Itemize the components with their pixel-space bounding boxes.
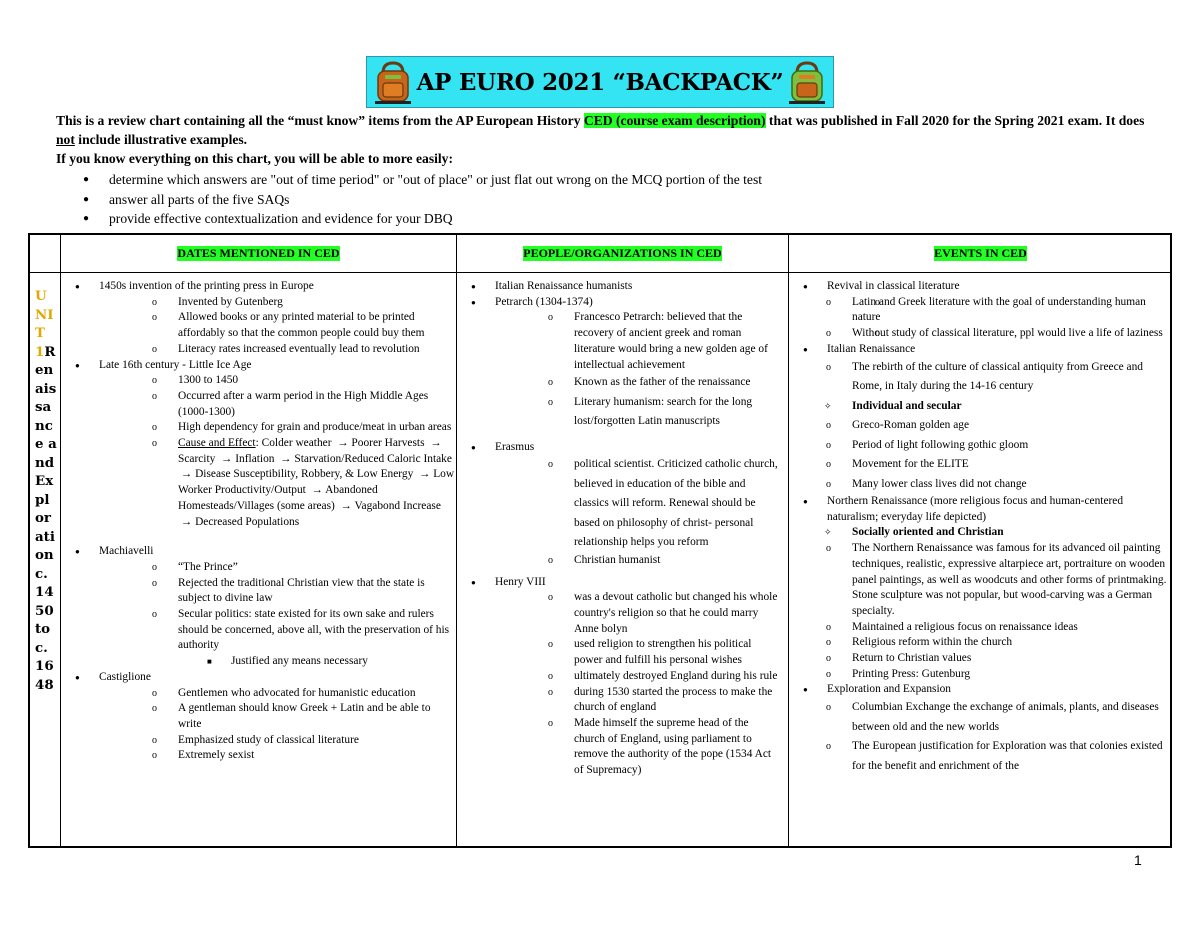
backpack-icon bbox=[785, 59, 829, 105]
list-item bbox=[789, 416, 1169, 436]
bullet-icon: o bbox=[826, 478, 831, 490]
list-item: o Known as the father of the renaissance bbox=[457, 373, 782, 393]
list-item bbox=[789, 525, 1169, 541]
list-item: o “The Prince” bbox=[61, 560, 456, 576]
page-title: AP EURO 2021 “BACKPACK” bbox=[416, 68, 784, 96]
list-item: o Invented by Gutenberg bbox=[61, 295, 456, 311]
list-item: ● Henry VIII bbox=[457, 575, 782, 591]
bullet-icon: o bbox=[826, 653, 831, 665]
cause-effect-label: Cause and Effect bbox=[178, 437, 256, 450]
list-item: ● Exploration and Expansion bbox=[789, 682, 1169, 698]
list-item: o Allowed books or any printed material to be printed affordably so that the common people could buy them bbox=[61, 310, 456, 341]
page-title-banner bbox=[366, 56, 835, 108]
header-label: DATES MENTIONED IN CED bbox=[177, 246, 340, 260]
item-text: Latin and Greek literature with the goal of understanding human nature bbox=[852, 295, 1146, 324]
list-item: o Christian humanist bbox=[457, 553, 782, 569]
ced-highlight: CED (course exam description) bbox=[583, 113, 766, 128]
item-text: Greco-Roman golden age bbox=[852, 419, 970, 432]
list-item: ● Late 16th century - Little Ice Age bbox=[61, 358, 456, 374]
header-people bbox=[457, 235, 788, 272]
bullet-icon: o bbox=[826, 621, 831, 633]
list-item: o ultimately destroyed England during his rule bbox=[457, 669, 782, 685]
list-item: o Secular politics: state existed for its own sake and rulers should be concerned, above all, with the preservation of his authority bbox=[61, 607, 456, 654]
list-item: o Emphasized study of classical literature bbox=[61, 733, 456, 749]
intro-bullet-list bbox=[56, 170, 1146, 229]
item-text: The European justification for Exploration was that colonies existed for the benefit and enrichment of the bbox=[852, 740, 1163, 772]
list-item: ● Petrarch (1304-1374) bbox=[457, 295, 782, 311]
item-text: Maintained a religious focus on renaissance ideas bbox=[852, 620, 1078, 633]
list-item: ● determine which answers are "out of time period" or "out of place" or just flat out wrong on the MCQ portion of the test bbox=[56, 170, 1146, 190]
header-label: EVENTS IN CED bbox=[934, 246, 1027, 260]
list-item: o used religion to strengthen his political power and fulfill his personal wishes bbox=[457, 637, 782, 668]
item-text: The Northern Renaissance was famous for its advanced oil painting techniques, realistic, expressive altarpiece art, portraiture on wooden panel paintings, as well as woodcuts and other forms of printmaking. Stone sculpture was not popular, but wood-carving was a German specialty. bbox=[852, 542, 1167, 617]
list-item bbox=[789, 397, 1169, 417]
list-item: o Extremely sexist bbox=[61, 748, 456, 764]
item-text: Without study of classical literature, ppl would live a life of laziness bbox=[852, 327, 1163, 340]
bullet-icon: o bbox=[826, 741, 831, 753]
list-item bbox=[789, 698, 1169, 737]
list-item: ● Italian Renaissance bbox=[789, 342, 1169, 358]
item-text: Socially oriented and Christian bbox=[852, 526, 1004, 539]
bullet-icon: o bbox=[826, 543, 831, 555]
list-item: ● Machiavelli bbox=[61, 544, 456, 560]
list-item: o Gentlemen who advocated for humanistic education bbox=[61, 686, 456, 702]
item-text: Many lower class lives did not change bbox=[852, 477, 1027, 490]
list-item bbox=[789, 326, 1169, 342]
list-item bbox=[789, 651, 1169, 667]
list-item: o 1300 to 1450 bbox=[61, 373, 456, 389]
list-item: o Rejected the traditional Christian view that the state is subject to divine law bbox=[61, 576, 456, 607]
list-item: o High dependency for grain and produce/meat in urban areas bbox=[61, 420, 456, 436]
intro-text: that was published in Fall 2020 for the Spring 2021 exam. It does bbox=[765, 113, 1145, 128]
intro-text: This is a review chart containing all the “must know” items from the AP European History bbox=[56, 113, 584, 128]
spacer bbox=[61, 530, 456, 544]
list-item: o Made himself the supreme head of the church of England, using parliament to remove the authority of the pope (1534 Act of Supremacy) bbox=[457, 716, 782, 779]
list-item: o A gentleman should know Greek + Latin and be able to write bbox=[61, 701, 456, 732]
events-column bbox=[789, 279, 1169, 776]
intro-paragraph bbox=[56, 111, 1146, 149]
list-item: ● Revival in classical literature bbox=[789, 279, 1169, 295]
list-item: ■ Justified any means necessary bbox=[61, 654, 456, 670]
bullet-icon: o o bbox=[826, 328, 831, 340]
list-item: o Literary humanism: search for the long lost/forgotten Latin manuscripts bbox=[457, 393, 782, 432]
list-item: ● answer all parts of the five SAQs bbox=[56, 190, 1146, 210]
list-item bbox=[789, 475, 1169, 495]
cause-effect-text: : Colder weather → Poorer Harvests → Scarcity → Inflation → Starvation/Reduced Caloric Intake → Disease Susceptibility, Robbery, & Low Energy → Low Worker Productivity/Output → Abandoned Homesteads/Villages (some areas) → Vagabond Increase → Decreased Populations bbox=[178, 437, 455, 528]
list-item: ● provide effective contextualization and evidence for your DBQ bbox=[56, 209, 1146, 229]
backpack-icon bbox=[371, 59, 415, 105]
item-text: Return to Christian values bbox=[852, 652, 972, 665]
item-text: Individual and secular bbox=[852, 399, 962, 412]
bullet-icon: o o bbox=[826, 296, 831, 308]
people-column bbox=[457, 279, 782, 779]
item-text: Movement for the ELITE bbox=[852, 458, 969, 471]
bullet-icon: o bbox=[826, 439, 831, 451]
item-text: Period of light following gothic gloom bbox=[852, 438, 1029, 451]
spacer bbox=[457, 432, 782, 440]
list-item bbox=[789, 620, 1169, 636]
unit-label bbox=[35, 287, 57, 694]
list-item: ● Italian Renaissance humanists bbox=[457, 279, 782, 295]
list-item: o Literacy rates increased eventually lead to revolution bbox=[61, 342, 456, 358]
list-item: ● Northern Renaissance (more religious focus and human-centered naturalism; everyday life depicted) bbox=[789, 494, 1169, 525]
bullet-icon: ✧ bbox=[824, 400, 832, 411]
list-item: ● Erasmus bbox=[457, 440, 782, 456]
header-events bbox=[789, 235, 1172, 272]
bullet-icon: o bbox=[826, 459, 831, 471]
list-item bbox=[789, 358, 1169, 397]
title-row bbox=[0, 56, 1200, 110]
bullet-icon: ✧ bbox=[824, 527, 832, 538]
bullet-icon: o bbox=[826, 668, 831, 680]
list-item: ● 1450s invention of the printing press in Europe bbox=[61, 279, 456, 295]
bullet-icon: o bbox=[826, 420, 831, 432]
item-text: Religious reform within the church bbox=[852, 636, 1013, 649]
bullet-icon: o bbox=[826, 702, 831, 714]
list-item: o Francesco Petrarch: believed that the recovery of ancient greek and roman literature would bring a new golden age of intellectual achievement bbox=[457, 310, 782, 373]
unit-number: UNIT 1 bbox=[35, 288, 54, 360]
header-label: PEOPLE/ORGANIZATIONS IN CED bbox=[523, 246, 722, 260]
header-dates bbox=[61, 235, 456, 272]
list-item: ● Castiglione bbox=[61, 670, 456, 686]
list-item bbox=[789, 295, 1169, 326]
item-text: Printing Press: Gutenburg bbox=[852, 667, 971, 680]
intro-underline: not bbox=[56, 132, 75, 147]
list-item bbox=[789, 455, 1169, 475]
list-item: o Occurred after a warm period in the High Middle Ages (1000-1300) bbox=[61, 389, 456, 420]
bullet-icon: o bbox=[826, 361, 831, 373]
page-number: 1 bbox=[1134, 852, 1142, 868]
intro-section bbox=[56, 111, 1146, 229]
list-item bbox=[789, 436, 1169, 456]
dates-column bbox=[61, 279, 456, 764]
list-item bbox=[789, 635, 1169, 651]
list-item bbox=[789, 541, 1169, 620]
review-table bbox=[28, 233, 1172, 848]
header-divider bbox=[30, 272, 1170, 273]
list-item bbox=[789, 667, 1169, 683]
list-item bbox=[789, 737, 1169, 776]
list-item: o during 1530 started the process to make the church of england bbox=[457, 685, 782, 716]
item-text: The rebirth of the culture of classical antiquity from Greece and Rome, in Italy during the 14-16 century bbox=[852, 360, 1143, 393]
list-item bbox=[61, 436, 456, 530]
list-item: o was a devout catholic but changed his whole country's religion so that he could marry Anne bolyn bbox=[457, 590, 782, 637]
intro-subheading: If you know everything on this chart, you will be able to more easily: bbox=[56, 151, 453, 166]
list-item: o political scientist. Criticized catholic church, believed in education of the bible and classics will reform. Renewal should be based on philosophy of christ- personal relationship helps you reform bbox=[457, 455, 782, 553]
unit-description: Renaissance and Exploration c.1450 to c.1648 bbox=[35, 343, 57, 693]
item-text: Columbian Exchange the exchange of animals, plants, and diseases between old and the new worlds bbox=[852, 701, 1159, 733]
bullet-icon: o bbox=[826, 637, 831, 649]
intro-text: include illustrative examples. bbox=[74, 132, 248, 147]
